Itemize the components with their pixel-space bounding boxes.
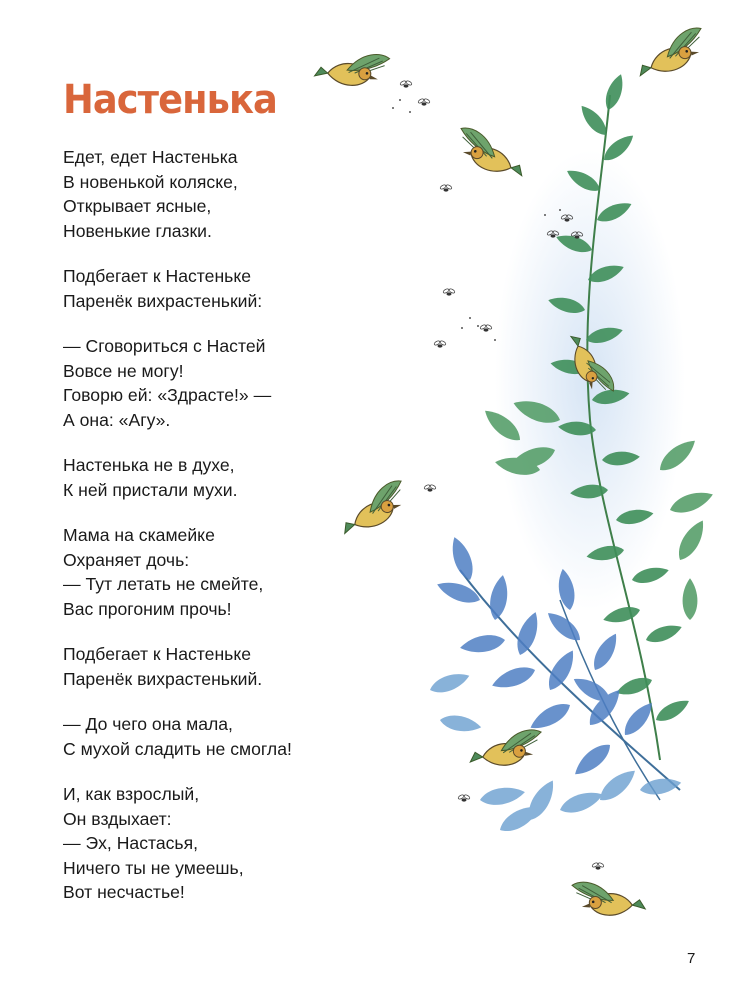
poem-line: Едет, едет Настенька (63, 147, 238, 167)
poem-line: Говорю ей: «Здрасте!» — (63, 385, 272, 405)
poem-line: — Сговориться с Настей (63, 336, 266, 356)
poem-line: К ней пристали мухи. (63, 479, 238, 500)
bird-icon (455, 127, 529, 176)
bird-icon (634, 27, 708, 76)
fly-icon (418, 98, 431, 105)
poem-line: Вот несчастье! (63, 882, 185, 902)
poem-line: Настенька не в духе, (63, 455, 235, 475)
illustration (300, 0, 739, 1001)
poem-line: А она: «Агу». (63, 409, 171, 430)
poem-line: Вас прогоним прочь! (63, 598, 232, 619)
poem-line: Паренёк вихрастенький: (63, 290, 263, 311)
poem-line: Охраняет дочь: (63, 549, 190, 570)
poem-line: В новенькой коляске, (63, 171, 238, 192)
fly-icon (592, 862, 605, 869)
fly-icon (400, 80, 413, 87)
poem-line: Он вздыхает: (63, 808, 172, 829)
poem-line: — До чего она мала, (63, 714, 233, 734)
poem-line: Вовсе не могу! (63, 360, 184, 381)
poem-line: И, как взрослый, (63, 784, 200, 804)
poem-line: Ничего ты не умеешь, (63, 857, 244, 878)
poem-line: — Тут летать не смейте, (63, 574, 264, 594)
fly-icon (458, 794, 471, 801)
poem-line: Мама на скамейке (63, 525, 215, 545)
fly-icon (424, 484, 437, 491)
poem-title: Настенька (63, 77, 277, 123)
bird-icon (335, 480, 410, 534)
poem-line: Подбегает к Настеньке (63, 644, 252, 664)
bird-icon (314, 40, 389, 94)
poem-line: — Эх, Настасья, (63, 833, 199, 853)
bird-icon (470, 725, 541, 769)
bird-icon (572, 872, 646, 921)
fly-icon (434, 340, 447, 347)
fly-icon (440, 184, 453, 191)
poem-line: Новенькие глазки. (63, 220, 212, 241)
poem-line: С мухой сладить не смогла! (63, 738, 292, 759)
poem-line: Паренёк вихрастенький. (63, 668, 263, 689)
fly-icon (480, 324, 493, 331)
poem-line: Открывает ясные, (63, 196, 212, 216)
fly-icon (443, 288, 456, 295)
page-number: 7 (687, 950, 696, 967)
poem-line: Подбегает к Настеньке (63, 266, 252, 286)
